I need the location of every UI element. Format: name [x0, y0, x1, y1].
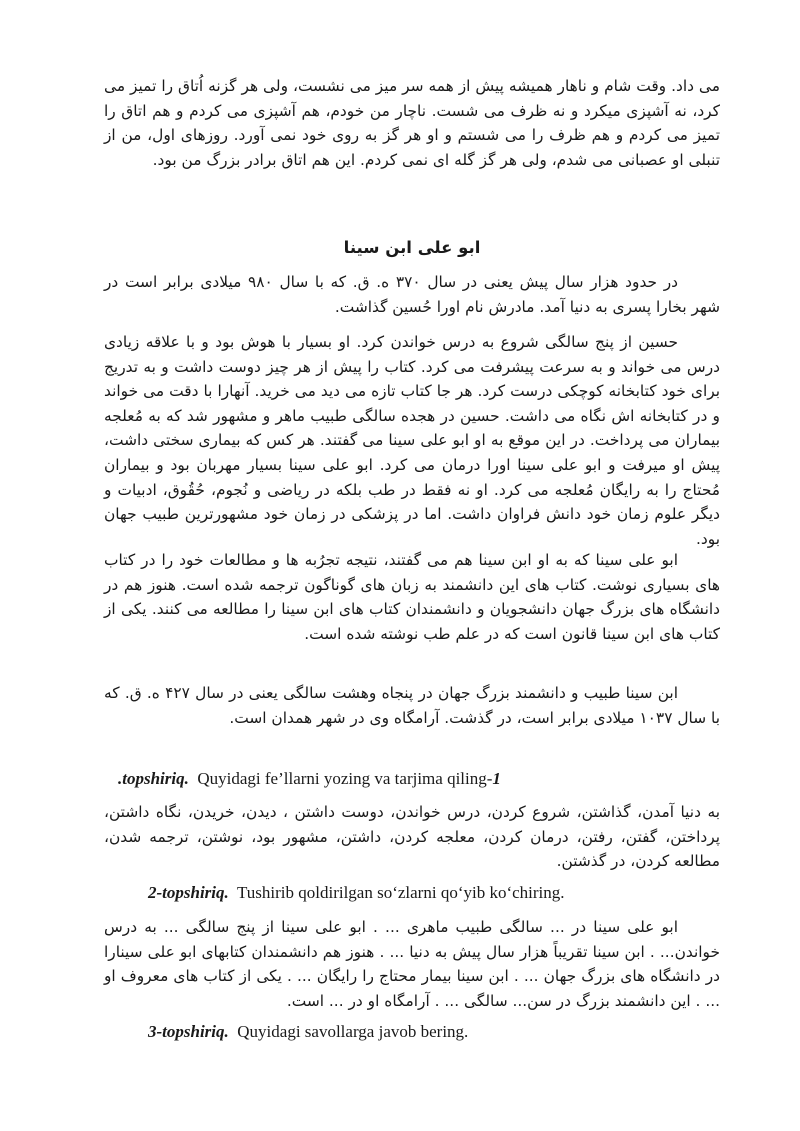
task1-instruction: Quyidagi fe’llarni yozing va tarjima qiling- — [197, 769, 493, 788]
task3-instruction: Quyidagi savollarga javob bering. — [237, 1022, 469, 1041]
task3-label: 3-topshiriq. — [148, 1022, 229, 1041]
paragraph-3: ابو علی سینا که به او ابن سینا هم می گفتند، نتیجه تجرُبه ها و مطالعات خود را در کتاب های بسیاری نوشت. کتاب های این دانشمند به زبان های گوناگون ترجمه شده است. هنوز هم در دانشگاه های بزرگ جهان دانشجویان و دانشمندان کتاب های ابن سینا را مطالعه می کنند. یکی از کتاب های ابن سینا قانون است که در علم طب نوشته شده است. — [104, 551, 720, 643]
paragraph-2: حسین از پنج سالگی شروع به درس خواندن کرد. او بسیار با هوش بود و با علاقه زیادی درس می خواند و به سرعت پیشرفت می کرد. کتاب را پیش از هر چیز دوست داشت و به تدریج برای خود کتابخانه کوچکی درست کرد. هر جا کتاب تازه می دید می خرید. آنهارا با دقت می خواند و در کتابخانه اش نگاه می داشت. حسین در هجده سالگی طبیب ماهر و مشهور شد که به مُعلجه بیماران می پرداخت. در این موقع به او ابو علی سینا می گفتند. هر کس که بیماری سختی داشت، پیش او میرفت و ابو علی سینا اورا درمان می کرد. ابو علی سینا بسیار مهربان بود و بیماران مُحتاج را به رایگان مُعلجه می کرد. او نه فقط در طب بلکه در ریاضی و نُجوم، حُقُوق، ادبیات و دیگر علوم زمان خود دانش فراوان داشت. اما در پزشکی در زمان خود مشهورترین طبیب جهان بود. — [104, 333, 720, 548]
intro-paragraph: می داد. وقت شام و ناهار همیشه پیش از همه سر میز می نشست، ولی هر گزنه اُتاق را تمیز می کرد، نه آشپزی میکرد و نه ظرف می شست. ناچار من خودم، هم آشپزی می کردم و هم اتاق را تمیز می کردم و هم ظرف را می شستم و او هر گز به روی خود نمی آورد. روزهای اول، من از تنبلی او عصبانی می شدم، ولی هر گز گله ای نمی کردم. این هم اتاق برادر بزرگ من بود. — [104, 77, 720, 169]
task1-verbs: به دنیا آمدن، گذاشتن، شروع کردن، درس خواندن، دوست داشتن ، دیدن، خریدن، نگاه داشتن، پرداختن، گفتن، رفتن، درمان کردن، معلجه کردن، داشتن، مشهور بود، نوشتن، ترجمه شدن، مطالعه کردن، در گذشتن. — [104, 803, 720, 871]
task2-instruction: Tushirib qoldirilgan so‘zlarni qo‘yib ko‘chiring. — [236, 883, 565, 902]
paragraph-4: ابن سینا طبیب و دانشمند بزرگ جهان در پنجاه وهشت سالگی یعنی در سال ۴۲۷ ه. ق. که با سال ۱۰۳۷ میلادی برابر است، در گذشت. آرامگاه وی در شهر همدان است. — [104, 684, 720, 727]
task1-label: .topshiriq. — [118, 769, 189, 788]
task1-number: 1 — [492, 769, 501, 788]
task2-label: 2-topshiriq. — [148, 883, 229, 902]
section-title: ابو علی ابن سینا — [343, 238, 481, 257]
task2-text: ابو علی سینا در ... سالگی طبیب ماهری ... . ابو علی سینا از پنج سالگی ... به درس خواندن... . ابن سینا تقریباً هزار سال پیش به دنیا ... . هنوز هم دانشمندان کتابهای ابو علی سینارا در دانشگاه های بزرگ جهان ... . ابن سینا بیمار محتاج را رایگان ... . یکی از کتاب های معروف او ... . این دانشمند بزرگ در سن... سالگی ... . آرامگاه او در ... است. — [104, 918, 720, 1010]
task1-heading — [118, 768, 501, 790]
paragraph-1: در حدود هزار سال پیش یعنی در سال ۳۷۰ ه. ق. که با سال ۹۸۰ میلادی برابر است در شهر بخارا پسری به دنیا آمد. مادرش نام اورا حُسین گذاشت. — [104, 273, 720, 316]
task3-heading — [148, 1021, 468, 1043]
task2-heading — [148, 882, 565, 904]
